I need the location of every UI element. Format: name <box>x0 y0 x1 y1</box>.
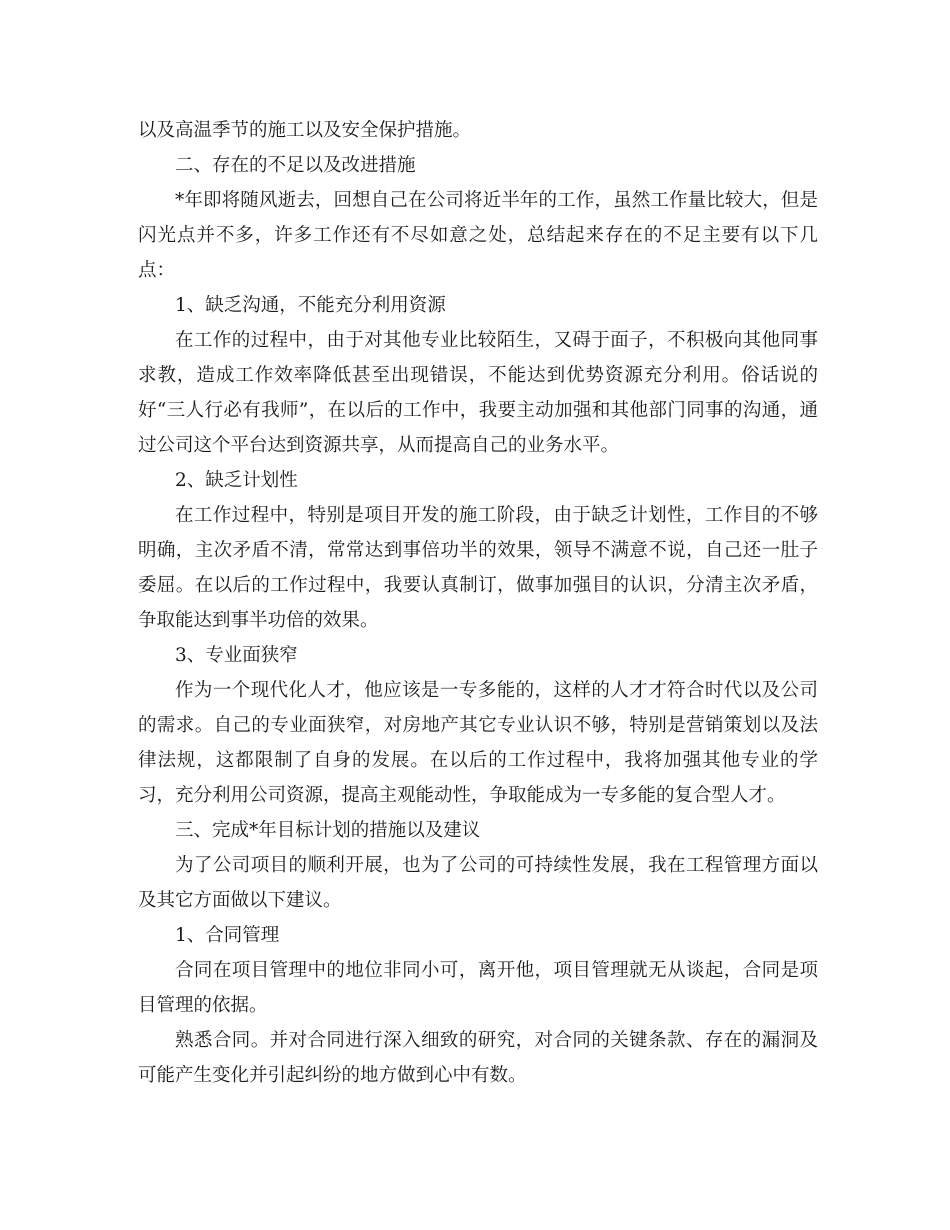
paragraph-shortcomings-intro: *年即将随风逝去，回想自己在公司将近半年的工作，虽然工作量比较大，但是闪光点并不多，许多工作还有不尽如意之处，总结起来存在的不足主要有以下几点： <box>138 190 818 281</box>
paragraph-planning: 在工作过程中，特别是项目开发的施工阶段，由于缺乏计划性，工作目的不够明确，主次矛盾不清，常常达到事倍功半的效果，领导不满意不说，自己还一肚子委屈。在以后的工作过程中，我要认真制订，做事加强目的认识，分清主次矛盾，争取能达到事半功倍的效果。 <box>138 505 818 631</box>
paragraph-specialty: 作为一个现代化人才，他应该是一专多能的，这样的人才才符合时代以及公司的需求。自己的专业面狭窄，对房地产其它专业认识不够，特别是营销策划以及法律法规，这都限制了自身的发展。在以后的工作过程中，我将加强其他专业的学习，充分利用公司资源，提高主观能动性，争取能成为一专多能的复合型人才。 <box>138 680 818 806</box>
paragraph-communication: 在工作的过程中，由于对其他专业比较陌生，又碍于面子，不积极向其他同事求教，造成工作效率降低甚至出现错误，不能达到优势资源充分利用。俗话说的好“三人行必有我师”，在以后的工作中，我要主动加强和其他部门同事的沟通，通过公司这个平台达到资源共享，从而提高自己的业务水平。 <box>138 330 818 456</box>
paragraph-contract-familiarity: 熟悉合同。并对合同进行深入细致的研究，对合同的关键条款、存在的漏洞及可能产生变化并引起纠纷的地方做到心中有数。 <box>138 1030 818 1086</box>
section-heading-shortcomings: 二、存在的不足以及改进措施 <box>175 155 416 176</box>
paragraph-contract-importance: 合同在项目管理中的地位非同小可，离开他，项目管理就无从谈起，合同是项目管理的依据。 <box>138 960 818 1016</box>
document-body <box>138 113 818 1093</box>
paragraph-continuation: 以及高温季节的施工以及安全保护措施。 <box>138 120 472 141</box>
subheading-contract-management: 1、合同管理 <box>175 925 280 946</box>
paragraph-goals-intro: 为了公司项目的顺利开展，也为了公司的可持续性发展，我在工程管理方面以及其它方面做以下建议。 <box>138 855 818 911</box>
subheading-communication: 1、缺乏沟通，不能充分利用资源 <box>175 295 446 316</box>
section-heading-goals: 三、完成*年目标计划的措施以及建议 <box>175 820 481 841</box>
subheading-specialty: 3、专业面狭窄 <box>175 645 298 666</box>
subheading-planning: 2、缺乏计划性 <box>175 470 298 491</box>
